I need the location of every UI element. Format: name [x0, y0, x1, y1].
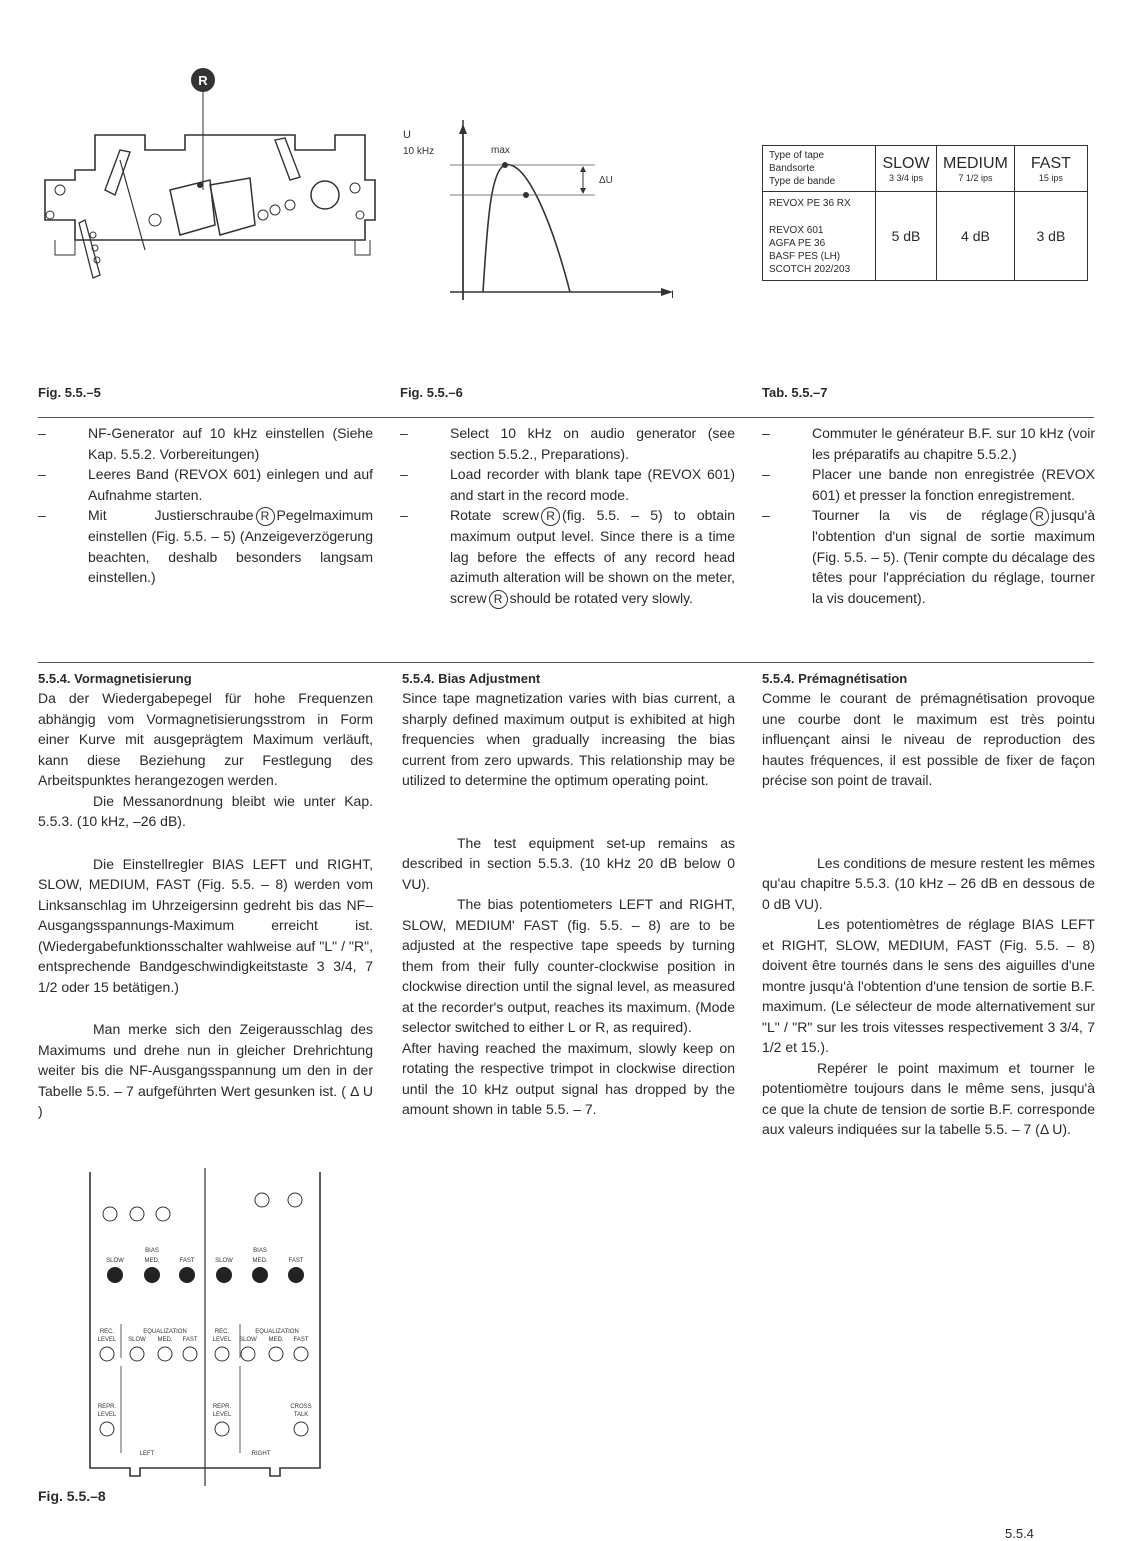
en-step-3b: (fig. 5.5. – 5) to obtain maximum output level. Since there is a time lag before the effects of any record head azimuth alteration will be shown on the meter, screw: [450, 507, 735, 606]
value-medium: 4 dB: [937, 192, 1015, 281]
rec-label-right-2: LEVEL: [212, 1337, 232, 1343]
eq-label-right: EQUALIZATION: [255, 1329, 299, 1335]
bias-fast-left-knob: [179, 1267, 195, 1283]
fr-p4: Repérer le point maximum et tourner le potentiomètre toujours dans le même sens, jusqu'à ce que la chute de tension de sortie B.F. corresponde aux valeurs indiquées sur la tabelle 5.5. – 7 (Δ U).: [762, 1059, 1095, 1137]
de-step-3b: Pegelmaximum einstellen (Fig. 5.5. – 5) (Anzeigeverzögerung beachten, deshalb besonders langsam einstellen.): [88, 507, 373, 585]
type-label-de: Bandsorte: [769, 163, 815, 174]
slow-label-right: SLOW: [215, 1258, 233, 1264]
bias-label-left: BIAS: [145, 1248, 159, 1254]
rec-label-left-2: LEVEL: [97, 1337, 117, 1343]
value-slow: 5 dB: [876, 192, 937, 281]
med-label-right: MED.: [252, 1258, 268, 1264]
eq-med-right: MED.: [268, 1337, 284, 1343]
rec-label-right-1: REC.: [214, 1329, 230, 1335]
de-p2: Die Messanordnung bleibt wie unter Kap. 5.5.3. (10 kHz, –26 dB).: [38, 792, 373, 829]
bias-med-left-knob: [144, 1267, 160, 1283]
fig-5-5-6-caption: Fig. 5.5.–6: [400, 385, 463, 400]
bias-slow-right-knob: [216, 1267, 232, 1283]
fig-5-5-5-drawing: [35, 60, 385, 290]
rec-label-left-1: REC.: [99, 1329, 115, 1335]
bias-med-right-knob: [252, 1267, 268, 1283]
x-axis-label: I: [671, 289, 675, 301]
tape-pe36rx: REVOX PE 36 RX: [769, 197, 851, 209]
en-step-2: Load recorder with blank tape (REVOX 601) and start in the record mode.: [450, 466, 735, 503]
max-label: max: [491, 145, 510, 156]
divider-top: [38, 417, 1094, 418]
fig-5-5-8-caption: Fig. 5.5.–8: [38, 1488, 106, 1504]
de-p4: Man merke sich den Zeigerausschlag des Maximums und drehe nun in gleicher Drehrichtung weiter bis die NF-Ausgangsspannung um den in der Tabelle 5.5. – 7 aufgeführten Wert gesunken ist. ( Δ U ): [38, 1021, 373, 1119]
speed-slow-ips: 3 3/4 ips: [888, 172, 924, 183]
page-number: 5.5.4: [1005, 1526, 1034, 1541]
fr-p1: Comme le courant de prémagnétisation provoque une courbe dont le maximum est très pointu influençant ainsi le niveau de reproduction des hautes fréquences, il est possible de fixer de façon précise son point de travail.: [762, 690, 1095, 788]
top-english: – Select 10 kHz on audio generator (see section 5.5.2., Preparations). – Load recorder with blank tape (REVOX 601) and start in the record mode. – Rotate screw R (fig. 5.5. – 5) to obtain maximum output level. Since there is a time lag before the effects of any record head azimuth alteration will be shown on the meter, screw R should be rotated very slowly.: [400, 423, 735, 609]
de-p3: Die Einstellregler BIAS LEFT und RIGHT, SLOW, MEDIUM, FAST (Fig. 5.5. – 8) werden vom Linksanschlag im Uhrzeigersinn gedreht bis das NF–Ausgangsspannungs-Maximum erreicht ist. (Wiedergabefunktionsschalter wahlweise auf "L" / "R", entsprechende Bandgeschwindigkeitstaste 3 3/4, 7 1/2 oder 15 betätigen.): [38, 855, 373, 995]
screw-r-icon: R: [1030, 507, 1049, 526]
screw-r-icon: R: [256, 507, 275, 526]
repr-label-left-2: LEVEL: [97, 1412, 117, 1418]
bias-english: [402, 670, 735, 1120]
cross-label-1: CROSS: [290, 1404, 312, 1410]
fr-step-2: Placer une bande non enregistrée (REVOX 601) et presser la fonction enregistrement.: [812, 466, 1095, 503]
fig-5-5-8-panel: [85, 1168, 325, 1486]
screw-r-icon: R: [489, 590, 508, 609]
eq-fast-left: FAST: [182, 1337, 198, 1343]
de-p1: Da der Wiedergabepegel für hohe Frequenzen abhängig vom Vormagnetisierungsstrom in Form einer Kurve mit ausgeprägtem Maximum verläuft, kann diese Beziehung zur Festlegung des Arbeitspunktes herangezogen werden.: [38, 690, 373, 788]
eq-fast-right: FAST: [293, 1337, 309, 1343]
tape-basf: BASF PES (LH): [769, 250, 841, 262]
bias-fast-right-knob: [288, 1267, 304, 1283]
speed-slow: SLOW: [882, 154, 930, 172]
speed-fast-ips: 15 ips: [1038, 172, 1063, 183]
speed-medium-ips: 7 1/2 ips: [958, 172, 993, 183]
tape-agfa: AGFA PE 36: [769, 237, 826, 249]
screw-r-icon: R: [541, 507, 560, 526]
eq-slow-right: SLOW: [239, 1337, 257, 1343]
en-p3: The bias potentiometers LEFT and RIGHT, SLOW, MEDIUM' FAST (fig. 5.5. – 8) are to be adjusted at the respective tape speeds by turning them from their fully counter-clockwise position in clockwise direction until the signal level, as measured at the recorder's output, reaches its maximum. (Mode selector switched to either L or R, as required).: [402, 896, 735, 1035]
en-heading: 5.5.4. Bias Adjustment: [402, 671, 541, 686]
repr-label-right-1: REPR.: [212, 1404, 232, 1410]
speed-medium: MEDIUM: [943, 154, 1008, 172]
type-label-fr: Type de bande: [769, 176, 836, 187]
de-step-2: Leeres Band (REVOX 601) einlegen und auf Aufnahme starten.: [88, 466, 373, 503]
marker-r-label: R: [198, 73, 208, 88]
speed-fast: FAST: [1030, 154, 1071, 172]
divider-mid: [38, 662, 1094, 663]
bias-label-right: BIAS: [253, 1248, 267, 1254]
fr-step-3a: Tourner la vis de réglage: [812, 507, 1029, 523]
de-step-1: NF-Generator auf 10 kHz einstellen (Siehe Kap. 5.5.2. Vorbereitungen): [88, 425, 373, 462]
en-p1: Since tape magnetization varies with bias current, a sharply defined maximum output is exhibited at high frequencies when gradually increasing the bias current from zero upwards. This relationship may be utilized to determine the optimum operating point.: [402, 690, 735, 788]
fr-p2: Les conditions de mesure restent les mêmes qu'au chapitre 5.5.3. (10 kHz – 26 dB en dessous de 0 dB VU).: [762, 854, 1095, 912]
fr-step-3b: jusqu'à l'obtention d'un signal de sortie maximum (Fig. 5.5. – 5). (Tenir compte du décalage des têtes pour l'appréciation du réglage, tourner la vis doucement).: [812, 507, 1095, 606]
slow-label-left: SLOW: [106, 1258, 124, 1264]
fr-p3: Les potentiomètres de réglage BIAS LEFT et RIGHT, SLOW, MEDIUM, FAST (Fig. 5.5. – 8) doivent être tournés dans le sens des aiguilles d'une montre jusqu'à l'obtention d'une tension de sortie B.F. maximum. (Le sélecteur de mode alternativement sur "L" / "R" sur les trois vitesses respectivement 3 3/4, 7 1/2 et 15.).: [762, 916, 1095, 1055]
fig-5-5-5-caption: Fig. 5.5.–5: [38, 385, 101, 400]
eq-med-left: MED.: [157, 1337, 173, 1343]
fig-5-5-6-graph: [395, 120, 695, 310]
value-fast: 3 dB: [1014, 192, 1087, 281]
de-step-3a: Mit Justierschraube: [88, 507, 254, 523]
tape-scotch: SCOTCH 202/203: [769, 263, 851, 275]
left-channel-label: LEFT: [139, 1451, 155, 1457]
y-axis-unit: 10 kHz: [403, 146, 435, 157]
y-axis-label: U: [403, 129, 411, 141]
cross-label-2: TALK: [293, 1412, 309, 1418]
tape-revox601: REVOX 601: [769, 224, 824, 236]
med-label-left: MED.: [144, 1258, 160, 1264]
en-step-3c: should be rotated very slowly.: [509, 589, 693, 606]
top-french: – Commuter le générateur B.F. sur 10 kHz (voir les préparatifs au chapitre 5.5.2.) – Placer une bande non enregistrée (REVOX 601) et presser la fonction enregistrement. – Tourner la vis de réglage R jusqu'à l'obtention d'un signal de sortie maximum (Fig. 5.5. – 5). (Tenir compte du décalage des têtes pour l'appréciation du réglage, tourner la vis doucement).: [762, 425, 1095, 606]
fr-heading: 5.5.4. Prémagnétisation: [762, 671, 908, 686]
right-channel-label: RIGHT: [251, 1451, 271, 1457]
en-p4: After having reached the maximum, slowly keep on rotating the respective trimpot in clockwise direction until the 10 kHz output signal has dropped by the amount shown in table 5.5. – 7.: [402, 1039, 735, 1117]
fast-label-left: FAST: [179, 1258, 195, 1264]
delta-u-label: ΔU: [599, 175, 613, 186]
bias-slow-left-knob: [107, 1267, 123, 1283]
fast-label-right: FAST: [288, 1258, 304, 1264]
type-label-en: Type of tape: [769, 150, 825, 161]
bias-german: [38, 670, 373, 1122]
en-step-1: Select 10 kHz on audio generator (see section 5.5.2., Preparations).: [450, 425, 735, 462]
repr-label-left-1: REPR.: [97, 1404, 117, 1410]
en-step-3a: Rotate screw: [450, 507, 540, 523]
fr-step-1: Commuter le générateur B.F. sur 10 kHz (voir les préparatifs au chapitre 5.5.2.): [812, 425, 1095, 462]
de-heading: 5.5.4. Vormagnetisierung: [38, 671, 192, 686]
bias-french: [762, 670, 1095, 1140]
tab-5-5-7: [762, 145, 1088, 281]
repr-label-right-2: LEVEL: [212, 1412, 232, 1418]
tab-5-5-7-caption: Tab. 5.5.–7: [762, 385, 828, 400]
eq-label-left: EQUALIZATION: [143, 1329, 187, 1335]
eq-slow-left: SLOW: [128, 1337, 146, 1343]
top-german: – NF-Generator auf 10 kHz einstellen (Siehe Kap. 5.5.2. Vorbereitungen) – Leeres Band (REVOX 601) einlegen und auf Aufnahme starten. – Mit Justierschraube R Pegelmaximum einstellen (Fig. 5.5. – 5) (Anzeigeverzögerung beachten, deshalb besonders langsam einstellen.): [38, 425, 373, 585]
en-p2: The test equipment set-up remains as described in section 5.5.3. (10 kHz 20 dB below 0 VU).: [402, 834, 735, 892]
